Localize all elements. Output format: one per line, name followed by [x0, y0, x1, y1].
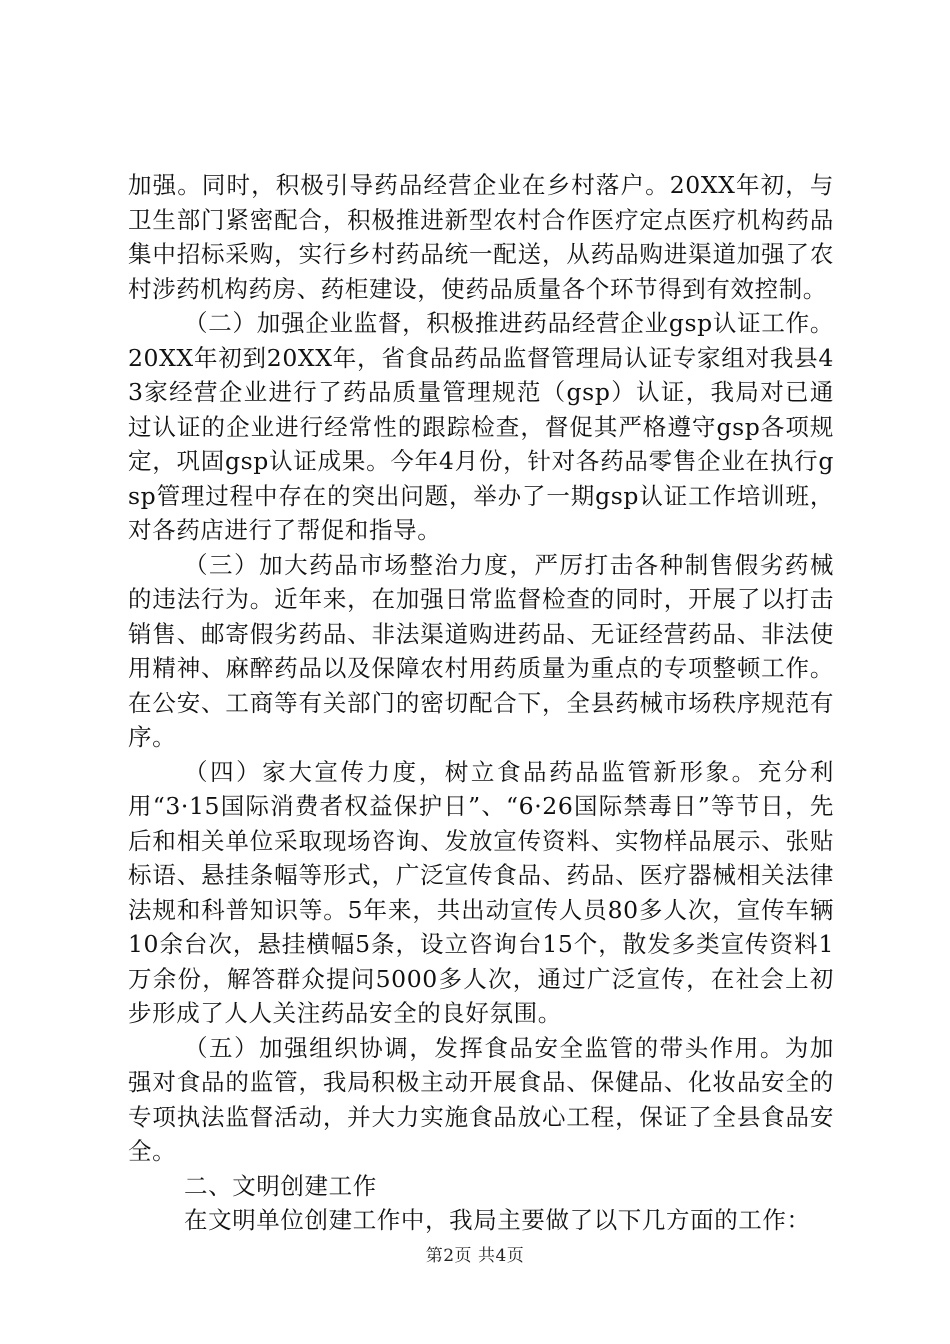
paragraph-closing: 在文明单位创建工作中，我局主要做了以下几方面的工作： — [184, 1206, 811, 1234]
document-body — [128, 168, 834, 1238]
section-heading: 二、文明创建工作 — [184, 1171, 377, 1200]
paragraph-item-4: （四）家大宣传力度，树立食品药品监管新形象。充分利用“3·15国际消费者权益保护日”、“6·26国际禁毒日”等节日，先后和相关单位采取现场咨询、发放宣传资料、实物样品展示、张贴标语、悬挂条幅等形式，广泛宣传食品、药品、医疗器械相关法律法规和科普知识等。5年来，共出动宣传人员80多人次，宣传车辆10余台次，悬挂横幅5条，设立咨询台15个，散发多类宣传资料1万余份，解答群众提问5000多人次，通过广泛宣传，在社会上初步形成了人人关注药品安全的良好氛围。 — [128, 757, 834, 1027]
paragraph-continuation: 加强。同时，积极引导药品经营企业在乡村落户。20XX年初，与卫生部门紧密配合，积极推进新型农村合作医疗定点医疗机构药品集中招标采购，实行乡村药品统一配送，从药品购进渠道加强了农村涉药机构药房、药柜建设，使药品质量各个环节得到有效控制。 — [128, 171, 834, 303]
paragraph-item-5: （五）加强组织协调，发挥食品安全监管的带头作用。为加强对食品的监管，我局积极主动开展食品、保健品、化妆品安全的专项执法监督活动，并大力实施食品放心工程，保证了全县食品安全。 — [128, 1033, 834, 1165]
paragraph-item-3: （三）加大药品市场整治力度，严厉打击各种制售假劣药械的违法行为。近年来，在加强日常监督检查的同时，开展了以打击销售、邮寄假劣药品、非法渠道购进药品、无证经营药品、非法使用精神、麻醉药品以及保障农村用药质量为重点的专项整顿工作。在公安、工商等有关部门的密切配合下，全县药械市场秩序规范有序。 — [128, 550, 834, 751]
page-number-footer: 第2页 共4页 — [425, 1246, 525, 1266]
paragraph-item-2: （二）加强企业监督，积极推进药品经营企业gsp认证工作。20XX年初到20XX年，省食品药品监督管理局认证专家组对我县43家经营企业进行了药品质量管理规范（gsp）认证，我局对已通过认证的企业进行经常性的跟踪检查，督促其严格遵守gsp各项规定，巩固gsp认证成果。今年4月份，针对各药品零售企业在执行gsp管理过程中存在的突出问题，举办了一期gsp认证工作培训班，对各药店进行了帮促和指导。 — [128, 309, 834, 544]
